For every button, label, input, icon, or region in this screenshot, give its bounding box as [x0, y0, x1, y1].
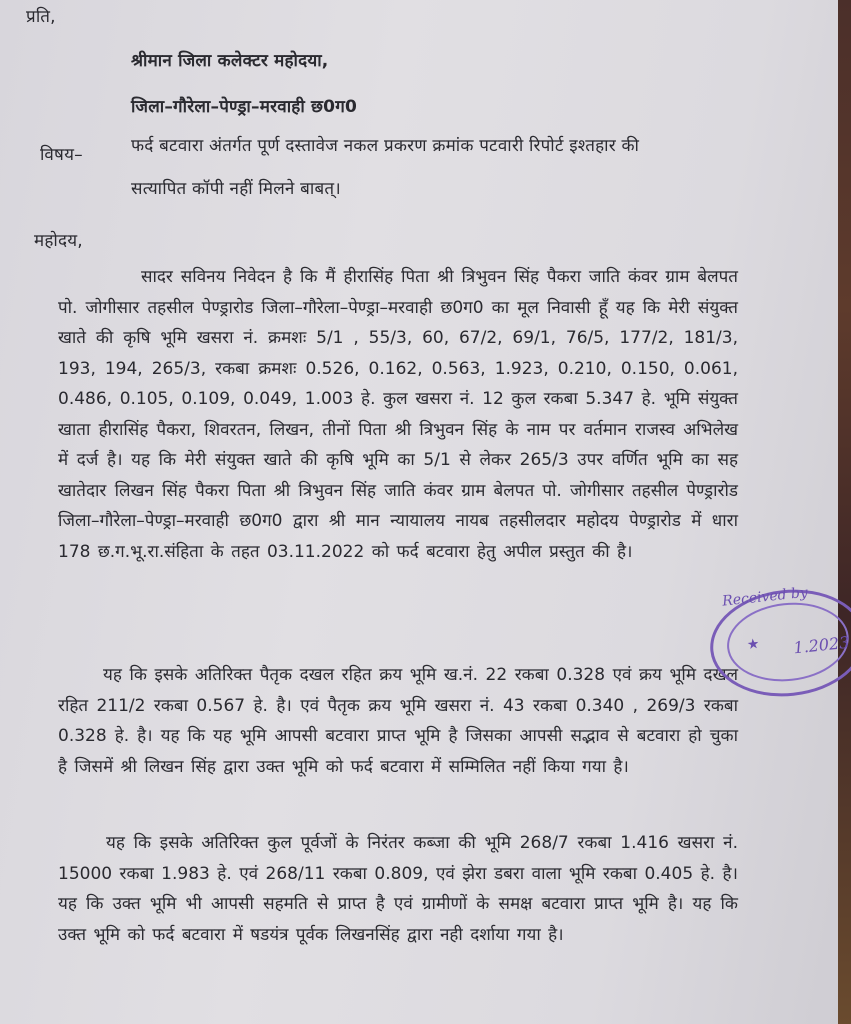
- subject-line-2: सत्यापित कॉपी नहीं मिलने बाबत्।: [131, 179, 341, 199]
- prati-label: प्रति,: [26, 7, 56, 27]
- body-paragraph-3: यह कि इसके अतिरिक्त कुल पूर्वजों के निरंतर कब्जा की भूमि 268/7 रकबा 1.416 खसरा नं. 15000 रकबा 1.983 हे. एवं 268/11 रकबा 0.809, एवं झेरा डबरा वाला भूमि रकबा 0.405 हे. है। यह कि उक्त भूमि भी आपसी सहमति से प्राप्त है एवं ग्रामीणों के समक्ष बटवारा प्राप्त भूमि है। यह कि उक्त भूमि को फर्द बटवारा में षडयंत्र पूर्वक लिखनसिंह द्वारा नही दर्शाया गया है।: [58, 833, 738, 945]
- salutation: महोदय,: [34, 231, 83, 251]
- body-paragraph-2: यह कि इसके अतिरिक्त पैतृक दखल रहित क्रय भूमि ख.नं. 22 रकबा 0.328 एवं क्रय भूमि दखल रहित 211/2 रकबा 0.567 हे. है। एवं पैतृक क्रय भूमि खसरा नं. 43 रकबा 0.340 , 269/3 रकबा 0.328 हे. है। यह कि यह भूमि आपसी बटवारा प्राप्त भूमि है जिसका आपसी सद्भाव से बटवारा हो चुका है जिसमें श्री लिखन सिंह द्वारा उक्त भूमि को फर्द बटवारा में सम्मिलित नहीं किया गया है।: [58, 665, 738, 777]
- body-paragraph-1: सादर सविनय निवेदन है कि मैं हीरासिंह पिता श्री त्रिभुवन सिंह पैकरा जाति कंवर ग्राम बेलपत पो. जोगीसार तहसील पेण्ड्रारोड जिला–गौरेला–पेण्ड्रा–मरवाही छ0ग0 का मूल निवासी हूँ यह कि मेरी संयुक्त खाते की कृषि भूमि खसरा नं. क्रमशः 5/1 , 55/3, 60, 67/2, 69/1, 76/5, 177/2, 181/3, 193, 194, 265/3, रकबा क्रमशः 0.526, 0.162, 0.563, 1.923, 0.210, 0.150, 0.061, 0.486, 0.105, 0.109, 0.049, 1.003 हे. कुल खसरा नं. 12 कुल रकबा 5.347 हे. भूमि संयुक्त खाता हीरासिंह पैकरा, शिवरतन, लिखन, तीनों पिता श्री त्रिभुवन सिंह के नाम पर वर्तमान राजस्व अभिलेख में दर्ज है। यह कि मेरी संयुक्त खाते की कृषि भूमि का 5/1 से लेकर 265/3 उपर वर्णित भूमि का सह खातेदार लिखन सिंह पैकरा पिता श्री त्रिभुवन सिंह जाति कंवर ग्राम बेलपत पो. जोगीसार तहसील पेण्ड्रारोड जिला–गौरेला–पेण्ड्रा–मरवाही छ0ग0 द्वारा श्री मान न्यायालय नायब तहसीलदार महोदय पेण्ड्रारोड में धारा 178 छ.ग.भू.रा.संहिता के तहत 03.11.2022 को फर्द बटवारा हेतु अपील प्रस्तुत की है।: [58, 267, 738, 562]
- addressee-line: श्रीमान जिला कलेक्टर महोदया,: [131, 51, 329, 71]
- subject-line-1: फर्द बटवारा अंतर्गत पूर्ण दस्तावेज नकल प्रकरण क्रमांक पटवारी रिपोर्ट इश्तहार की: [131, 136, 640, 156]
- stamp-date: 1.2023: [792, 632, 851, 658]
- subject-label: विषय–: [40, 145, 83, 165]
- star-icon: ★: [746, 636, 761, 654]
- stamp-handwritten-text: Received by: [721, 584, 809, 610]
- district-line: जिला–गौरेला–पेण्ड्रा–मरवाही छ0ग0: [131, 97, 357, 117]
